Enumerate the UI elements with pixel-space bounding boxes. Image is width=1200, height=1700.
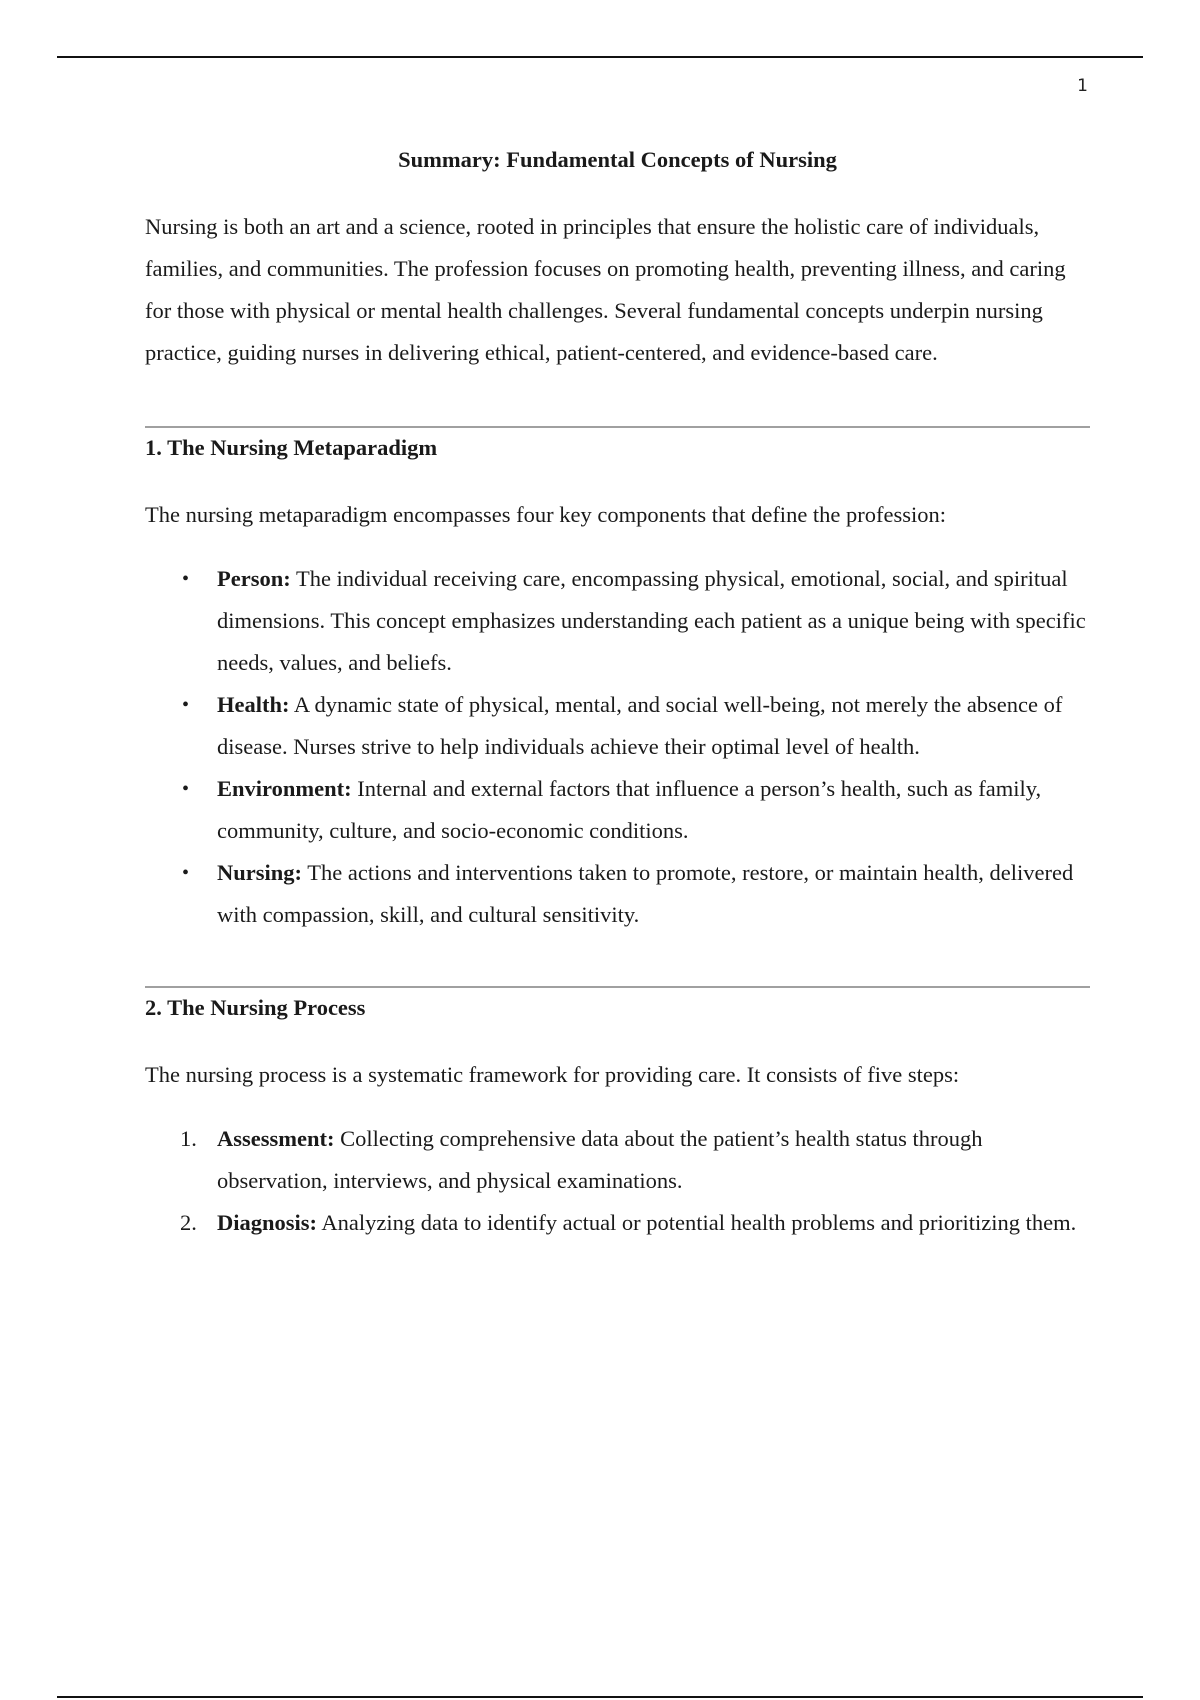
- document-body: [145, 140, 1090, 1244]
- list-item-text: The actions and interventions taken to promote, restore, or maintain health, delivered with compassion, skill, and cultural sensitivity.: [217, 860, 1074, 927]
- header-rule: [57, 56, 1143, 58]
- section-lead: The nursing metaparadigm encompasses four key components that define the profession:: [145, 502, 947, 527]
- section-metaparadigm: [145, 428, 1090, 936]
- list-item-term: Environment:: [217, 776, 352, 801]
- section-lead: The nursing process is a systematic framework for providing care. It consists of five steps:: [145, 1062, 960, 1087]
- list-item-text: Internal and external factors that influence a person’s health, such as family, community, culture, and socio-economic conditions.: [217, 776, 1042, 843]
- footer-rule: [57, 1696, 1143, 1698]
- section-heading: 1. The Nursing Metaparadigm: [145, 435, 438, 460]
- bullet-icon: •: [182, 862, 190, 884]
- intro-paragraph: Nursing is both an art and a science, rooted in principles that ensure the holistic care of individuals, families, and communities. The profession focuses on promoting health, preventing illness, and caring for those with physical or mental health challenges. Several fundamental concepts underpin nursing practice, guiding nurses in delivering ethical, patient-centered, and evidence-based care.: [145, 214, 1066, 365]
- list-item-term: Assessment:: [217, 1126, 335, 1151]
- bullet-icon: •: [182, 568, 190, 590]
- list-item-term: Nursing:: [217, 860, 303, 885]
- list-item-text: A dynamic state of physical, mental, and social well-being, not merely the absence of disease. Nurses strive to help individuals achieve their optimal level of health.: [217, 692, 1063, 759]
- bullet-icon: •: [182, 694, 190, 716]
- list-item: [182, 558, 1090, 684]
- document-title: Summary: Fundamental Concepts of Nursing: [398, 147, 837, 172]
- list-item: [182, 768, 1090, 852]
- metaparadigm-list: [145, 558, 1090, 936]
- list-item-term: Health:: [217, 692, 290, 717]
- list-item-text: Collecting comprehensive data about the patient’s health status through observation, interviews, and physical examinations.: [217, 1126, 983, 1193]
- list-item: [182, 684, 1090, 768]
- page-number: 1: [1077, 76, 1088, 96]
- list-item: [182, 852, 1090, 936]
- bullet-icon: •: [182, 778, 190, 800]
- list-item: [180, 1118, 1090, 1202]
- section-heading: 2. The Nursing Process: [145, 995, 366, 1020]
- list-item-text: Analyzing data to identify actual or potential health problems and prioritizing them.: [317, 1210, 1077, 1235]
- section-nursing-process: [145, 988, 1090, 1244]
- nursing-process-list: [145, 1118, 1090, 1244]
- list-item: [180, 1202, 1090, 1244]
- list-item-term: Person:: [217, 566, 291, 591]
- list-item-text: The individual receiving care, encompassing physical, emotional, social, and spiritual dimensions. This concept emphasizes understanding each patient as a unique being with specific needs, values, and beliefs.: [217, 566, 1086, 675]
- list-item-term: Diagnosis:: [217, 1210, 318, 1235]
- list-item-number: 1.: [180, 1126, 197, 1151]
- list-item-number: 2.: [180, 1210, 197, 1235]
